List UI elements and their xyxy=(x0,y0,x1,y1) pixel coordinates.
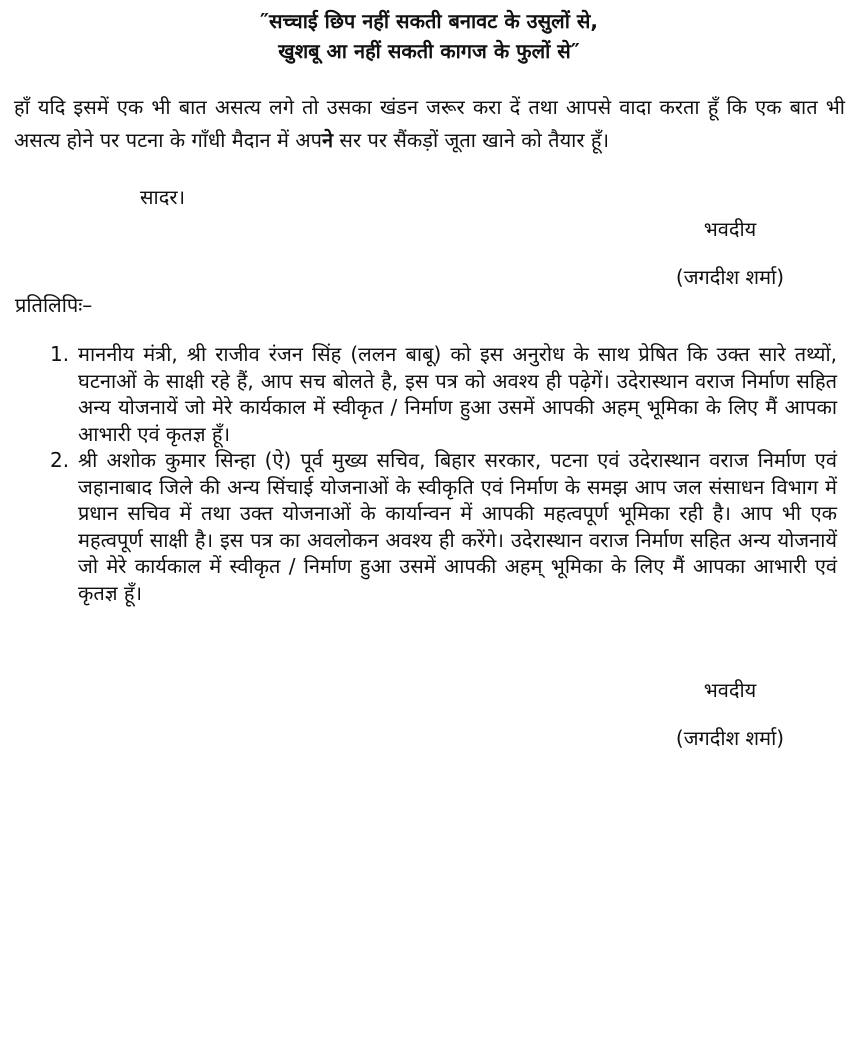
copy-item-number: 1. xyxy=(50,342,70,366)
signoff-top-name: (जगदीश शर्मा) xyxy=(675,265,785,289)
copy-list-item xyxy=(50,341,837,447)
signoff-bottom-closing: भवदीय xyxy=(703,678,757,702)
header-quote xyxy=(0,0,858,66)
signoff-bottom xyxy=(630,678,830,750)
header-quote-line-2: खुशबू आ नहीं सकती कागज के फुलों से″ xyxy=(278,39,580,63)
paragraph-segment: हाँ यदि इसमें एक भी बात असत्य लगे तो उसका खंडन जरूर करा दें तथा आपसे वादा करता हूँ कि एक बात भी असत्य होने पर पटना के गाँधी मैदान में अप xyxy=(14,95,845,152)
copy-section-label: प्रतिलिपिः– xyxy=(15,293,93,317)
body-paragraph xyxy=(14,91,845,157)
copy-item-text: श्री अशोक कुमार सिन्हा (ऐ) पूर्व मुख्य सचिव, बिहार सरकार, पटना एवं उदेरास्थान वराज निर्माण एवं जहानाबाद जिले की अन्य सिंचाई योजनाओं के स्वीकृति एवं निर्माण के समझ आप जल संसाधन विभाग में प्रधान सचिव में तथा उक्त योजनाओं के कार्यान्वन में आपकी महत्वपूर्ण भूमिका रही है। आप भी एक महत्वपूर्ण साक्षी है। इस पत्र का अवलोकन अवश्य ही करेंगे। उदेरास्थान वराज निर्माण सहित अन्य योजनायें जो मेरे कार्यकाल में स्वीकृत / निर्माण हुआ उसमें आपकी अहम् भूमिका के लिए मैं आपका आभारी एवं कृतज्ञ हूँ। xyxy=(78,448,837,605)
header-quote-line-1: ″सच्चाई छिप नहीं सकती बनावट के उसुलों से, xyxy=(260,9,598,33)
copy-list xyxy=(50,341,837,606)
salutation: सादर। xyxy=(140,185,186,209)
signoff-top-closing: भवदीय xyxy=(703,217,757,241)
copy-item-text: माननीय मंत्री, श्री राजीव रंजन सिंह (ललन बाबू) को इस अनुरोध के साथ प्रेषित कि उक्त सारे तथ्यों, घटनाओं के साक्षी रहे हैं, आप सच बोलते है, इस पत्र को अवश्य ही पढ़ेगें। उदेरास्थान वराज निर्माण सहित अन्य योजनायें जो मेरे कार्यकाल में स्वीकृत / निर्माण हुआ उसमें आपकी अहम् भूमिका के लिए मैं आपका आभारी एवं कृतज्ञ हूँ। xyxy=(78,342,837,446)
paragraph-segment: सर पर सैंकड़ों जूता खाने को तैयार हूँ। xyxy=(333,128,610,152)
signoff-bottom-name: (जगदीश शर्मा) xyxy=(675,726,785,750)
paragraph-segment: ने xyxy=(321,128,334,152)
copy-list-item xyxy=(50,447,837,606)
signoff-top xyxy=(630,217,830,289)
copy-item-number: 2. xyxy=(50,448,70,472)
